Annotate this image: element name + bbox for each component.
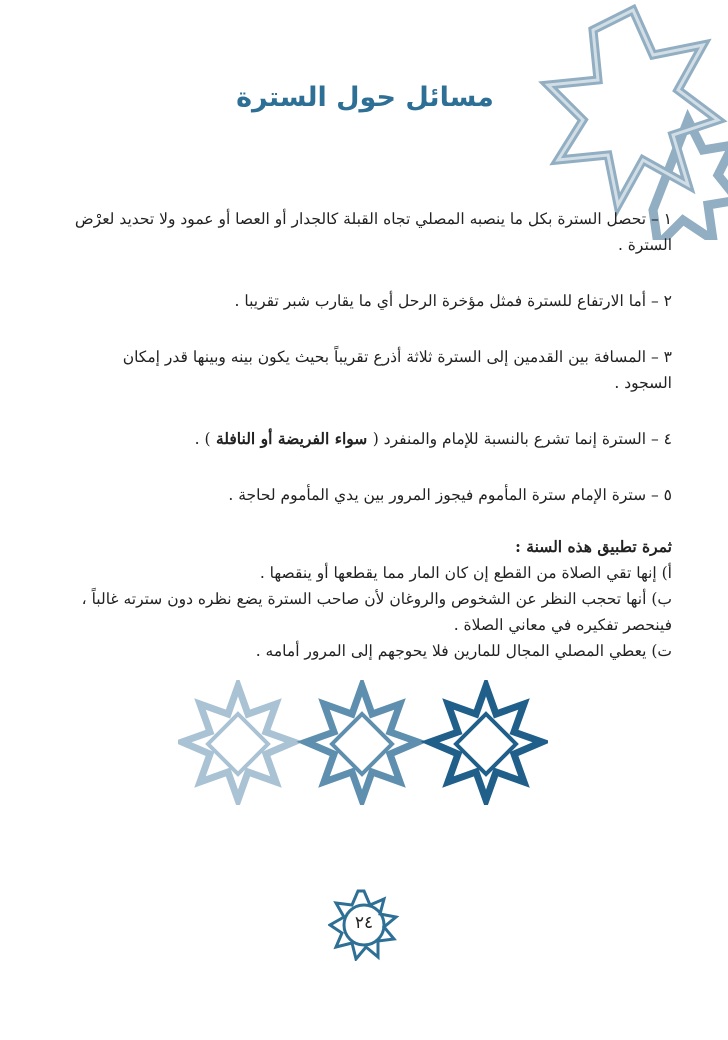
fruit-heading: ثمرة تطبيق هذه السنة :	[515, 537, 672, 556]
rule-item-3: ٣ – المسافة بين القدمين إلى السترة ثلاثة أذرع تقريباً بحيث يكون بينه وبينها قدر إمكان السجود .	[122, 348, 672, 392]
fruit-item-c: ت) يعطي المصلي المجال للمارين فلا يحوجهم إلى المرور أمامه .	[255, 642, 672, 660]
mid-star-ornament-icon	[306, 686, 418, 800]
fruit-item-a: أ) إنها تقي الصلاة من القطع إن كان المار مما يقطعها أو ينقصها .	[259, 564, 672, 582]
page-title: مسائل حول السترة	[236, 82, 494, 113]
dark-star-ornament-icon	[430, 686, 542, 800]
rule-item-4-bold: سواء الفريضة أو النافلة	[210, 429, 373, 448]
rule-item-4-prefix: ٤ – السترة إنما تشرع بالنسبة للإمام والمنفرد (	[372, 430, 672, 448]
corner-islamic-pattern-icon	[538, 0, 728, 240]
rule-item-4	[72, 426, 672, 452]
page-number: ٢٤	[354, 913, 374, 933]
rule-item-4-suffix: ) .	[194, 430, 211, 448]
rule-item-5: ٥ – سترة الإمام سترة المأموم فيجوز المرور بين يدي المأموم لحاجة .	[228, 486, 672, 504]
ornament-row	[178, 680, 548, 805]
light-star-ornament-icon	[182, 686, 294, 800]
fruit-item-b: ب) أنها تحجب النظر عن الشخوص والروغان لأن صاحب السترة يضع نظره دون سترته غالباً ، فينحصر تفكيره في معاني الصلاة .	[81, 590, 672, 634]
rule-item-2: ٢ – أما الارتفاع للسترة فمثل مؤخرة الرحل أي ما يقارب شبر تقريبا .	[234, 292, 672, 310]
rule-item-1: ١ – تحصل السترة بكل ما ينصبه المصلي تجاه القبلة كالجدار أو العصا أو عمود ولا تحديد لعرْض السترة .	[74, 210, 672, 254]
content-body	[72, 206, 672, 664]
